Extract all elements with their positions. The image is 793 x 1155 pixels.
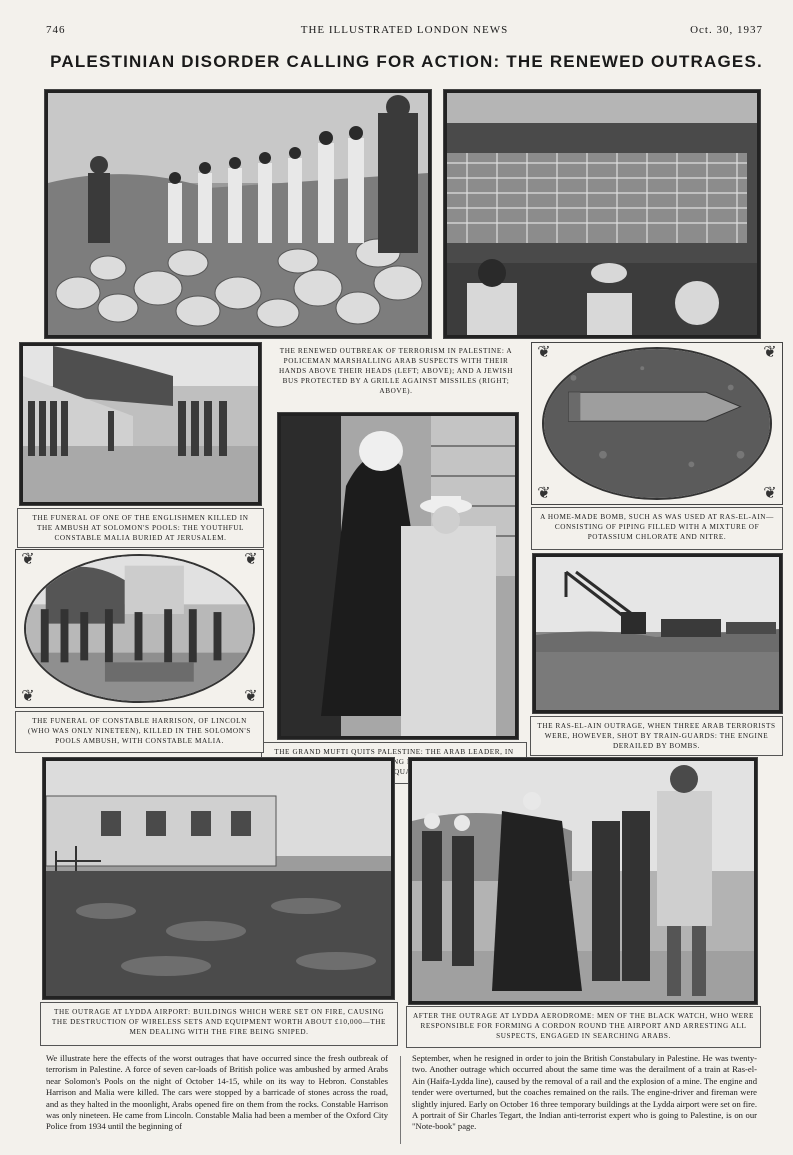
caption-home-made-bomb: A HOME-MADE BOMB, SUCH AS WAS USED AT RAS-EL-AIN—CONSISTING OF PIPING FILLED WITH A MIXTURE OF POTASSIUM CHLORATE AND NITRE.: [531, 507, 783, 550]
photo-funeral-englishmen: [19, 342, 262, 506]
photo-ras-el-ain-train-image: [536, 557, 779, 710]
photo-ras-el-ain-train: [532, 553, 783, 714]
publication-title: THE ILLUSTRATED LONDON NEWS: [300, 24, 509, 36]
photo-grand-mufti: [277, 412, 519, 740]
photo-policeman-suspects: [44, 89, 432, 339]
column-divider: [400, 1056, 401, 1144]
corner-ornament-icon: ❦: [244, 551, 258, 568]
photo-funeral-harrison-image: [26, 556, 253, 701]
caption-ras-el-ain: THE RAS-EL-AIN OUTRAGE, WHEN THREE ARAB TERRORISTS WERE, HOWEVER, SHOT BY TRAIN-GUARDS: THE ENGINE DERAILED BY BOMBS.: [530, 716, 783, 756]
photo-lydda-airport-image: [46, 761, 391, 996]
issue-date: Oct. 30, 1937: [690, 24, 763, 36]
photo-jewish-bus: [443, 89, 761, 339]
photo-lydda-airport: [42, 757, 395, 1000]
caption-lydda-airport: THE OUTRAGE AT LYDDA AIRPORT: BUILDINGS WHICH WERE SET ON FIRE, CAUSING THE DESTRUCTION OF WIRELESS SETS AND EQUIPMENT WORTH ABOUT £10,000—THE MEN DEALING WITH THE FIRE BEING SNIPED.: [40, 1002, 398, 1046]
corner-ornament-icon: ❦: [763, 485, 777, 502]
photo-home-made-bomb: [531, 342, 783, 505]
page-header: [46, 22, 763, 40]
photo-policeman-suspects-image: [48, 93, 428, 335]
article-text-column-2: September, when he resigned in order to join the British Constabulary in Palestine. He was twenty-two. Another outrage which occurred about the same time was the derailment of a train at Ras-el-Ain (Haifa-Lydda line), caused by the removal of a rail and the explosion of a mine. The engine and tender were overturned, but the coaches remained on the rails. The engine-driver and fireman were slightly injured. Early on October 16 three temporary buildings at the Lydda airport were set on fire. A portrait of Sir Charles Tegart, the Indian anti-terrorist expert who is going to Palestine, is on our "Note-book" page.: [412, 1053, 757, 1132]
corner-ornament-icon: ❦: [21, 551, 35, 568]
photo-grand-mufti-image: [281, 416, 515, 736]
page-headline: PALESTINIAN DISORDER CALLING FOR ACTION: THE RENEWED OUTRAGES.: [50, 52, 763, 71]
photo-home-made-bomb-image: [544, 349, 770, 498]
caption-black-watch: AFTER THE OUTRAGE AT LYDDA AERODROME: MEN OF THE BLACK WATCH, WHO WERE RESPONSIBLE FOR FORMING A CORDON ROUND THE AIRPORT AND ARRESTING ALL SUSPECTS, ENGAGED IN SEARCHING ARABS.: [406, 1006, 761, 1048]
article-text-column-1: We illustrate here the effects of the worst outrages that have occurred since the fresh outbreak of terrorism in Palestine. A force of seven car-loads of British police was ambushed by armed Arabs near Solomon's Pools on the night of October 14-15, while on its way to Hebron. Constables Harrison and Malia were killed. The cars were stopped by a barricade of stones across the road, and as they halted in the moonlight, Arabs opened fire on them from the rocks. Constable Harrison was only nineteen. He came from Lincoln. Constable Malia had been a member of the Oxford City Police from 1934 until the beginning of: [46, 1053, 388, 1132]
corner-ornament-icon: ❦: [763, 344, 777, 361]
photo-jewish-bus-image: [447, 93, 757, 335]
corner-ornament-icon: ❦: [244, 688, 258, 705]
photo-black-watch: [408, 757, 758, 1005]
caption-funeral-harrison: THE FUNERAL OF CONSTABLE HARRISON, OF LINCOLN (WHO WAS ONLY NINETEEN), KILLED IN THE SOLOMON'S POOLS AMBUSH, WITH CONSTABLE MALIA.: [15, 711, 264, 753]
caption-renewed-outbreak: THE RENEWED OUTBREAK OF TERRORISM IN PALESTINE: A POLICEMAN MARSHALLING ARAB SUSPECTS WITH THEIR HANDS ABOVE THEIR HEADS (LEFT; ABOVE); AND A JEWISH BUS PROTECTED BY A GRILLE AGAINST MISSILES (RIGHT; ABOVE).: [278, 347, 514, 395]
caption-grand-mufti: THE GRAND MUFTI QUITS PALESTINE: THE ARAB LEADER, IN HEADQUARTERS: [261, 742, 527, 784]
photo-black-watch-image: [412, 761, 754, 1001]
photo-funeral-englishmen-image: [23, 346, 258, 502]
corner-ornament-icon: ❦: [537, 485, 551, 502]
corner-ornament-icon: ❦: [21, 688, 35, 705]
page-number: 746: [46, 24, 66, 36]
caption-funeral-englishmen: THE FUNERAL OF ONE OF THE ENGLISHMEN KILLED IN THE AMBUSH AT SOLOMON'S POOLS: THE YOUTHFUL CONSTABLE MALIA BURIED AT JERUSALEM.: [17, 508, 264, 548]
corner-ornament-icon: ❦: [537, 344, 551, 361]
photo-funeral-harrison: [15, 549, 264, 708]
